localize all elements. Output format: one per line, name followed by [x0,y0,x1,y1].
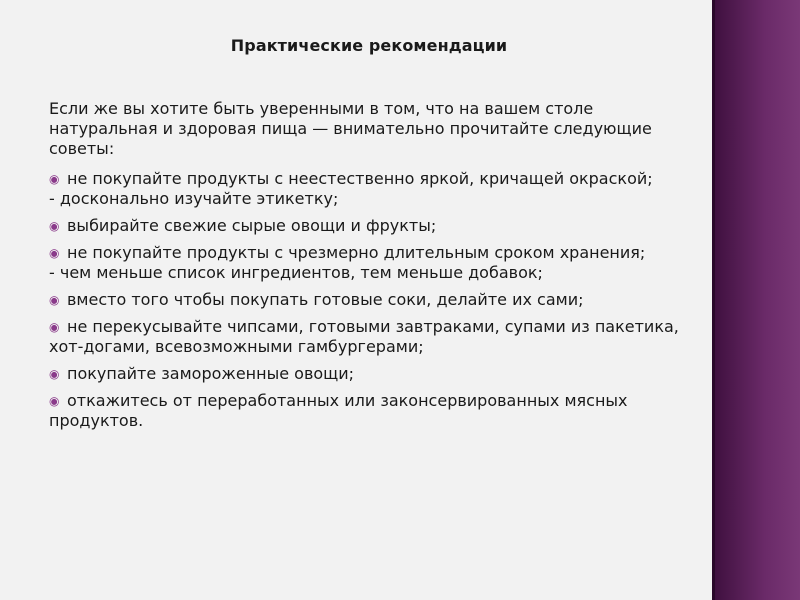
list-item-text: покупайте замороженные овощи; [67,364,355,383]
list-item-text: не покупайте продукты с чрезмерно длительным сроком хранения; [67,243,646,262]
recommendations-list [49,169,689,431]
decorative-side-band [712,0,800,600]
list-item-text: откажитесь от переработанных или законсервированных мясных продуктов. [49,391,628,430]
list-item-text: выбирайте свежие сырые овощи и фрукты; [67,216,437,235]
list-item [49,290,689,310]
circle-bullet-icon: ◉ [49,172,60,186]
circle-bullet-icon: ◉ [49,219,60,233]
list-item-text: не покупайте продукты с неестественно яркой, кричащей окраской; [67,169,653,188]
list-item [49,243,689,283]
list-item-subtext: - чем меньше список ингредиентов, тем меньше добавок; [49,263,543,282]
circle-bullet-icon: ◉ [49,320,60,334]
list-item [49,364,689,384]
circle-bullet-icon: ◉ [49,293,60,307]
list-item-subtext: - досконально изучайте этикетку; [49,189,339,208]
intro-paragraph: Если же вы хотите быть уверенными в том, что на вашем столе натуральная и здоровая пища — внимательно прочитайте следующие советы: [49,99,652,158]
circle-bullet-icon: ◉ [49,246,60,260]
circle-bullet-icon: ◉ [49,367,60,381]
slide-title: Практические рекомендации [230,36,508,55]
list-item [49,391,689,431]
list-item [49,216,689,236]
circle-bullet-icon: ◉ [49,394,60,408]
list-item-text: вместо того чтобы покупать готовые соки, делайте их сами; [67,290,584,309]
list-item-text: не перекусывайте чипсами, готовыми завтраками, супами из пакетика, хот-догами, всевозможными гамбургерами; [49,317,679,356]
slide-content [49,36,689,438]
list-item [49,169,689,209]
list-item [49,317,689,357]
